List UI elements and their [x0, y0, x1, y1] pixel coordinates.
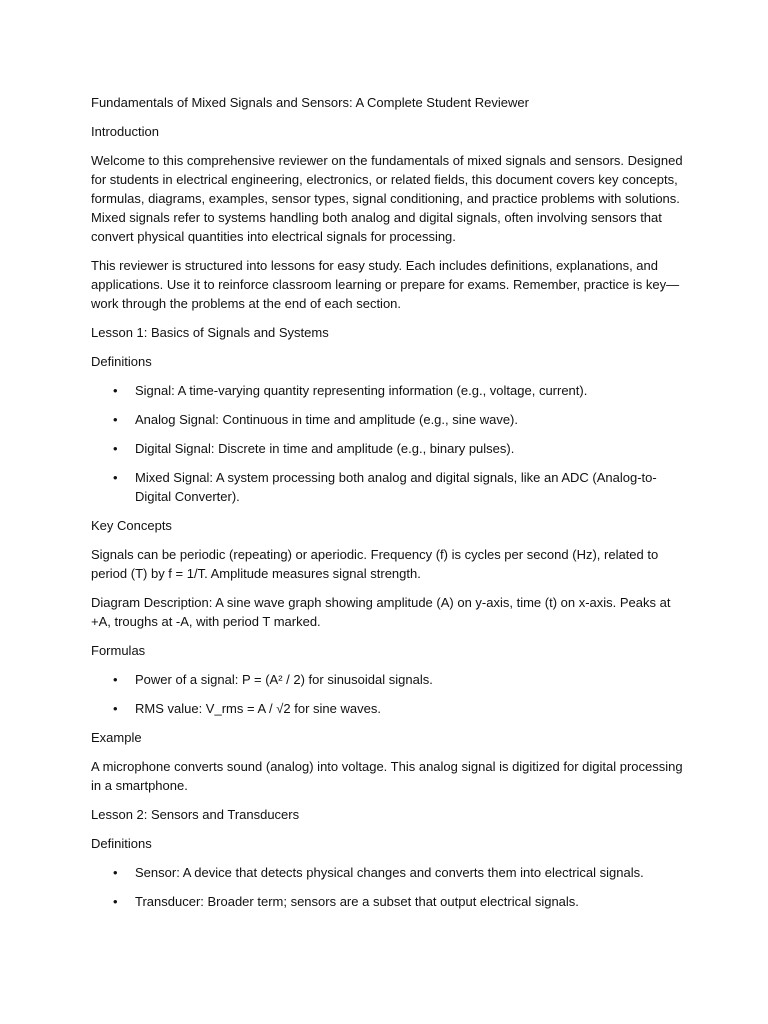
bullet-icon: • [113, 412, 118, 427]
intro-paragraph-2: This reviewer is structured into lessons for easy study. Each includes definitions, explanations, and applications. Use it to reinforce classroom learning or prepare for exams. Remember, practice is key—work through the problems at the end of each section. [91, 258, 680, 311]
lesson2-heading: Lesson 2: Sensors and Transducers [91, 807, 300, 822]
list-item-text: Sensor: A device that detects physical changes and converts them into electrical signals. [135, 865, 644, 880]
list-item [91, 892, 691, 911]
intro-paragraph-1: Welcome to this comprehensive reviewer on the fundamentals of mixed signals and sensors. Designed for students in electrical engineering, electronics, or related fields, this document covers key concepts, formulas, diagrams, examples, sensor types, signal conditioning, and practice problems with solutions. Mixed signals refer to systems handling both analog and digital signals, often involving sensors that convert physical quantities into electrical signals for processing. [91, 153, 683, 244]
key-concepts-paragraph: Signals can be periodic (repeating) or aperiodic. Frequency (f) is cycles per second (Hz), related to period (T) by f = 1/T. Amplitude measures signal strength. [91, 547, 659, 581]
bullet-icon: • [113, 672, 118, 687]
lesson1-definitions-list [91, 381, 691, 506]
list-item [91, 863, 691, 882]
diagram-description-paragraph: Diagram Description: A sine wave graph showing amplitude (A) on y-axis, time (t) on x-axis. Peaks at +A, troughs at -A, with period T marked. [91, 595, 671, 629]
list-item [91, 468, 691, 506]
list-item-text: Signal: A time-varying quantity representing information (e.g., voltage, current). [135, 383, 588, 398]
list-item [91, 410, 691, 429]
document-page [91, 93, 691, 921]
list-item [91, 439, 691, 458]
list-item [91, 381, 691, 400]
list-item-text: Analog Signal: Continuous in time and amplitude (e.g., sine wave). [135, 412, 518, 427]
key-concepts-heading: Key Concepts [91, 518, 172, 533]
list-item [91, 699, 691, 718]
bullet-icon: • [113, 470, 118, 485]
list-item-text: Digital Signal: Discrete in time and amplitude (e.g., binary pulses). [135, 441, 515, 456]
example-paragraph: A microphone converts sound (analog) into voltage. This analog signal is digitized for digital processing in a smartphone. [91, 759, 683, 793]
list-item-text: RMS value: V_rms = A / √2 for sine waves. [135, 701, 381, 716]
bullet-icon: • [113, 701, 118, 716]
bullet-icon: • [113, 441, 118, 456]
bullet-icon: • [113, 865, 118, 880]
introduction-heading: Introduction [91, 124, 159, 139]
list-item-text: Power of a signal: P = (A² / 2) for sinusoidal signals. [135, 672, 433, 687]
document-title: Fundamentals of Mixed Signals and Sensors: A Complete Student Reviewer [91, 95, 529, 110]
lesson1-definitions-heading: Definitions [91, 354, 152, 369]
list-item-text: Mixed Signal: A system processing both analog and digital signals, like an ADC (Analog-to-Digital Converter). [135, 470, 657, 504]
lesson2-definitions-heading: Definitions [91, 836, 152, 851]
list-item [91, 670, 691, 689]
list-item-text: Transducer: Broader term; sensors are a subset that output electrical signals. [135, 894, 579, 909]
formulas-heading: Formulas [91, 643, 146, 658]
lesson2-definitions-list [91, 863, 691, 911]
bullet-icon: • [113, 894, 118, 909]
formulas-list [91, 670, 691, 718]
example-heading: Example [91, 730, 142, 745]
lesson1-heading: Lesson 1: Basics of Signals and Systems [91, 325, 329, 340]
bullet-icon: • [113, 383, 118, 398]
